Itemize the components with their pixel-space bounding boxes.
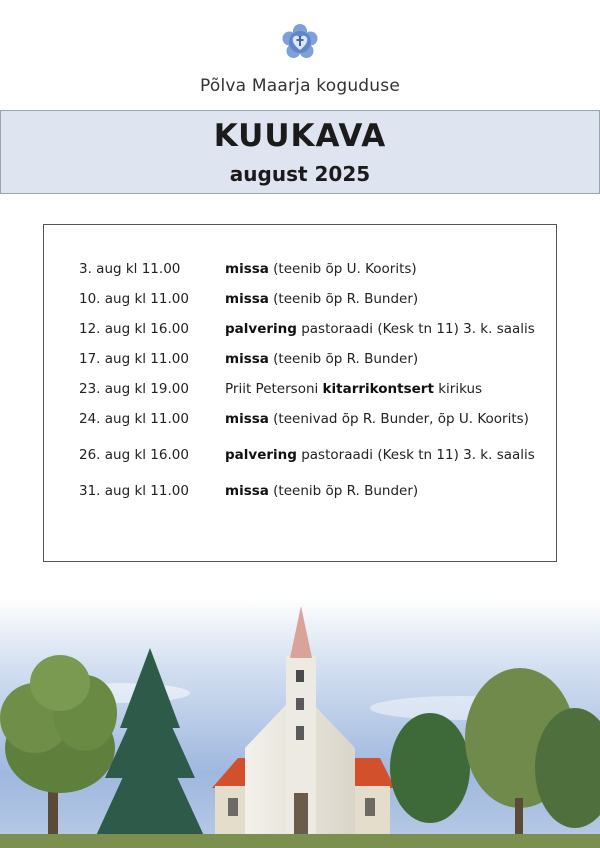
schedule-event: missa (teenib õp R. Bunder) <box>225 483 419 499</box>
luther-rose-logo-icon <box>280 22 320 62</box>
schedule-event: missa (teenib õp U. Koorits) <box>225 261 417 277</box>
schedule-event: missa (teenib õp R. Bunder) <box>225 351 419 367</box>
page-title: KUUKAVA <box>213 118 387 154</box>
schedule-datetime: 17. aug kl 11.00 <box>79 351 189 367</box>
schedule-box <box>43 224 557 562</box>
schedule-datetime: 23. aug kl 19.00 <box>79 381 189 397</box>
schedule-datetime: 31. aug kl 11.00 <box>79 483 189 499</box>
schedule-datetime: 3. aug kl 11.00 <box>79 261 181 277</box>
schedule-event: palvering pastoraadi (Kesk tn 11) 3. k. saalis <box>225 447 535 463</box>
congregation-name: Põlva Maarja koguduse <box>200 76 400 96</box>
church-photo <box>0 598 600 848</box>
schedule-event: missa (teenivad õp R. Bunder, õp U. Koorits) <box>225 411 529 427</box>
schedule-datetime: 26. aug kl 16.00 <box>79 447 189 463</box>
schedule-event: palvering pastoraadi (Kesk tn 11) 3. k. saalis <box>225 321 535 337</box>
schedule-datetime: 24. aug kl 11.00 <box>79 411 189 427</box>
schedule-event: missa (teenib õp R. Bunder) <box>225 291 419 307</box>
schedule-datetime: 10. aug kl 11.00 <box>79 291 189 307</box>
schedule-event: Priit Petersoni kitarrikontsert kirikus <box>225 381 483 397</box>
schedule-datetime: 12. aug kl 16.00 <box>79 321 189 337</box>
page-subtitle: august 2025 <box>229 162 371 186</box>
